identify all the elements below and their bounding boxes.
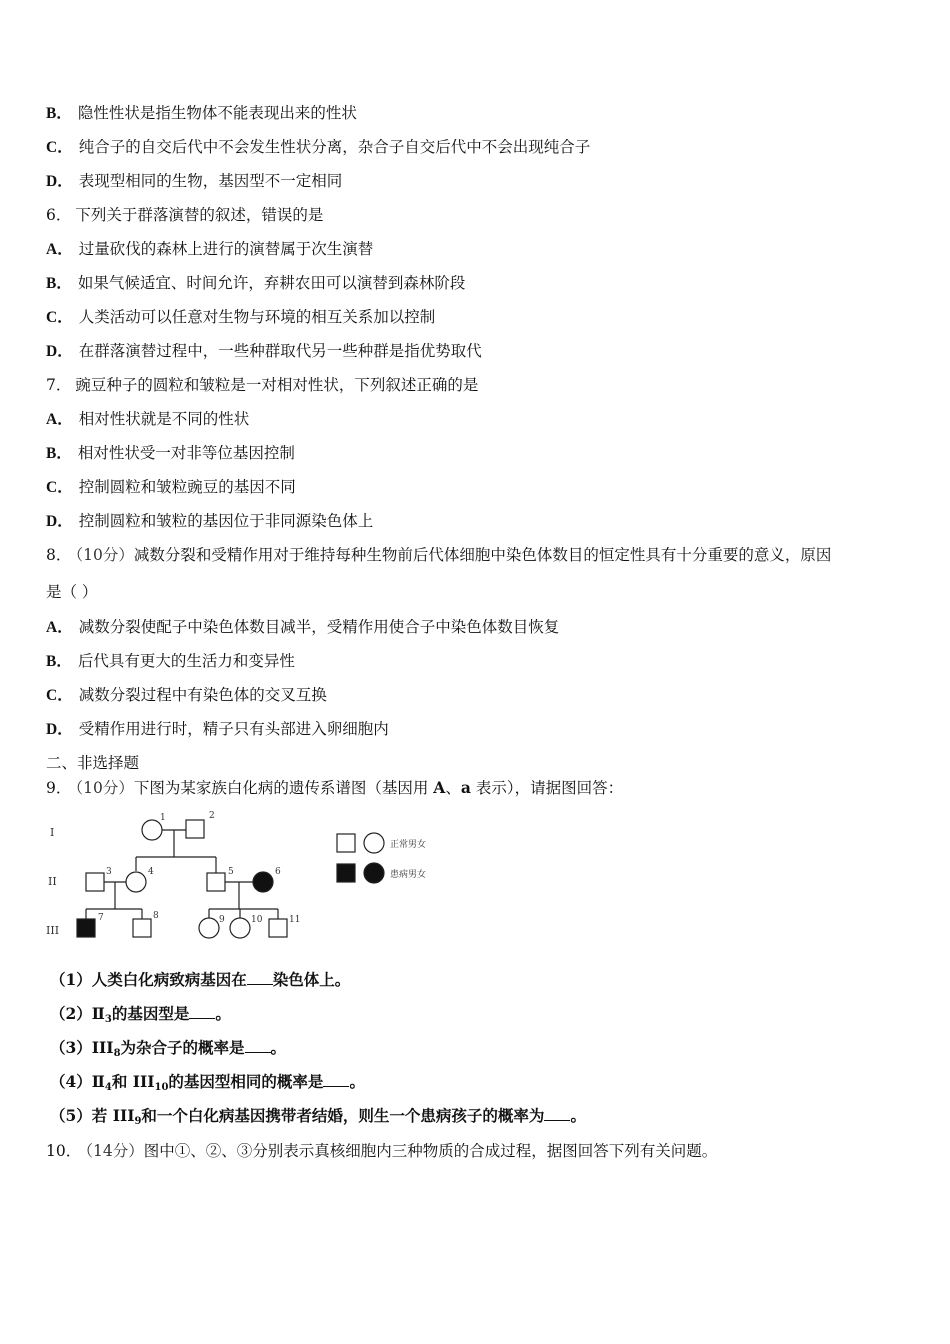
subquestion-text: 染色体上。 bbox=[272, 970, 351, 989]
subscript: 9 bbox=[134, 1116, 142, 1127]
answer-blank bbox=[189, 1004, 215, 1019]
question-10-stem bbox=[46, 1141, 717, 1161]
q6-option-a bbox=[46, 239, 373, 260]
subquestion-text: 。 bbox=[215, 1004, 231, 1023]
individual-9-female bbox=[199, 918, 219, 938]
individual-1-female bbox=[142, 820, 162, 840]
question-text: 图中①、②、③分别表示真核细胞内三种物质的合成过程，据图回答下列有关问题。 bbox=[143, 1142, 718, 1160]
generation-label: III bbox=[46, 924, 60, 937]
question-score: （10分） bbox=[75, 779, 134, 797]
option-label: C． bbox=[46, 687, 73, 704]
question-number: 9． bbox=[46, 779, 72, 797]
individual-8-male bbox=[133, 919, 151, 937]
section-heading bbox=[46, 753, 139, 773]
question-7-stem bbox=[46, 375, 478, 395]
subquestion-text: 和一个白化病基因携带者结婚，则生一个患病孩子的概率为 bbox=[141, 1106, 545, 1125]
answer-blank bbox=[247, 970, 273, 985]
individual-3-male bbox=[86, 873, 104, 891]
individual-number: 4 bbox=[148, 867, 154, 877]
q5-option-d bbox=[46, 171, 342, 192]
option-text: 在群落演替过程中，一些种群取代另一些种群是指优势取代 bbox=[78, 342, 482, 360]
subquestion-text: 的基因型相同的概率是 bbox=[168, 1072, 324, 1091]
question-8-stem-continued bbox=[46, 582, 97, 602]
option-label: D． bbox=[46, 173, 73, 190]
gene-symbol: A bbox=[433, 778, 446, 797]
subquestion-text: （3） bbox=[50, 1038, 92, 1057]
subquestion-text: 。 bbox=[270, 1038, 287, 1057]
subscript: 3 bbox=[104, 1014, 112, 1025]
option-text: 表现型相同的生物，基因型不一定相同 bbox=[78, 172, 343, 190]
option-label: D． bbox=[46, 343, 73, 360]
q5-option-c bbox=[46, 137, 590, 158]
option-text: 如果气候适宜、时间允许，弃耕农田可以演替到森林阶段 bbox=[77, 274, 466, 292]
option-text: 后代具有更大的生活力和变异性 bbox=[77, 652, 295, 670]
q9-subquestion-4 bbox=[50, 1072, 365, 1098]
question-text: 减数分裂和受精作用对于维持每种生物前后代体细胞中染色体数目的恒定性具有十分重要的意义，原因 bbox=[133, 546, 832, 564]
option-text: 控制圆粒和皱粒的基因位于非同源染色体上 bbox=[78, 512, 374, 530]
individual-number: 3 bbox=[106, 867, 112, 877]
generation-numeral: III bbox=[91, 1038, 114, 1057]
q7-option-d bbox=[46, 511, 373, 532]
individual-5-male bbox=[207, 873, 225, 891]
legend-affected-label: 患病男女 bbox=[390, 870, 427, 880]
q9-subquestion-1 bbox=[50, 970, 350, 990]
answer-blank bbox=[544, 1106, 570, 1121]
option-label: D． bbox=[46, 721, 73, 738]
option-text: 控制圆粒和皱粒豌豆的基因不同 bbox=[78, 478, 296, 496]
q8-option-d bbox=[46, 719, 389, 740]
individual-2-male bbox=[186, 820, 204, 838]
option-label: D． bbox=[46, 513, 73, 530]
q7-option-c bbox=[46, 477, 296, 498]
q6-option-b bbox=[46, 273, 465, 294]
individual-number: 7 bbox=[98, 913, 104, 923]
q8-option-a bbox=[46, 617, 559, 638]
option-text: 减数分裂过程中有染色体的交叉互换 bbox=[78, 686, 327, 704]
subscript: 10 bbox=[154, 1082, 169, 1093]
legend-affected-male bbox=[337, 864, 355, 882]
option-text: 过量砍伐的森林上进行的演替属于次生演替 bbox=[78, 240, 374, 258]
subscript: 4 bbox=[104, 1082, 112, 1093]
individual-number: 8 bbox=[153, 911, 159, 921]
question-text: 豌豆种子的圆粒和皱粒是一对相对性状，下列叙述正确的是 bbox=[75, 376, 479, 394]
question-score: （14分） bbox=[85, 1142, 144, 1160]
generation-numeral: III bbox=[112, 1106, 135, 1125]
legend-normal-male bbox=[337, 834, 355, 852]
individual-11-male bbox=[269, 919, 287, 937]
question-text: 、 bbox=[445, 779, 461, 797]
question-8-stem bbox=[46, 545, 831, 565]
option-label: B． bbox=[46, 275, 72, 292]
individual-7-male-affected bbox=[77, 919, 95, 937]
question-6-stem bbox=[46, 205, 323, 225]
subquestion-text: 的基因型是 bbox=[111, 1004, 190, 1023]
gene-symbol: a bbox=[460, 778, 471, 797]
question-number: 8． bbox=[46, 546, 72, 564]
question-9-stem bbox=[46, 778, 623, 798]
question-text: 表示），请据图回答： bbox=[470, 779, 624, 797]
q7-option-b bbox=[46, 443, 295, 464]
q6-option-d bbox=[46, 341, 482, 362]
generation-numeral: III bbox=[132, 1072, 155, 1091]
individual-number: 1 bbox=[160, 813, 166, 823]
individual-number: 6 bbox=[275, 867, 281, 877]
pedigree-diagram bbox=[40, 810, 460, 945]
option-text: 人类活动可以任意对生物与环境的相互关系加以控制 bbox=[78, 308, 436, 326]
individual-number: 11 bbox=[289, 915, 301, 925]
question-score: （10分） bbox=[75, 546, 134, 564]
subquestion-text: 。 bbox=[349, 1072, 365, 1091]
subquestion-text: （4）Ⅱ bbox=[50, 1072, 105, 1091]
question-number: 7． bbox=[46, 376, 72, 394]
individual-number: 2 bbox=[209, 811, 215, 821]
option-label: C． bbox=[46, 479, 73, 496]
question-text: 是（ ） bbox=[46, 583, 98, 601]
option-label: A． bbox=[46, 619, 73, 636]
option-label: B． bbox=[46, 105, 72, 122]
option-text: 受精作用进行时，精子只有头部进入卵细胞内 bbox=[78, 720, 389, 738]
q6-option-c bbox=[46, 307, 435, 328]
individual-number: 10 bbox=[251, 915, 263, 925]
individual-number: 5 bbox=[228, 867, 234, 877]
legend-normal-female bbox=[364, 833, 384, 853]
option-text: 相对性状受一对非等位基因控制 bbox=[77, 444, 295, 462]
option-label: A． bbox=[46, 411, 73, 428]
individual-number: 9 bbox=[219, 915, 225, 925]
answer-blank bbox=[245, 1038, 271, 1053]
q8-option-b bbox=[46, 651, 295, 672]
question-number: 10． bbox=[46, 1142, 82, 1160]
subquestion-text: （2）Ⅱ bbox=[50, 1004, 105, 1023]
subquestion-text: （5）若 bbox=[50, 1106, 113, 1125]
subquestion-text: 。 bbox=[570, 1106, 586, 1125]
subquestion-text: 和 bbox=[111, 1072, 133, 1091]
q8-option-c bbox=[46, 685, 327, 706]
generation-label: I bbox=[50, 826, 55, 839]
option-label: C． bbox=[46, 309, 73, 326]
question-number: 6． bbox=[46, 206, 72, 224]
option-text: 相对性状就是不同的性状 bbox=[78, 410, 250, 428]
option-label: B． bbox=[46, 445, 72, 462]
option-label: A． bbox=[46, 241, 73, 258]
q9-subquestion-2 bbox=[50, 1004, 231, 1030]
q7-option-a bbox=[46, 409, 249, 430]
section-title: 二、非选择题 bbox=[46, 754, 140, 772]
generation-label: II bbox=[48, 875, 57, 888]
answer-blank bbox=[323, 1072, 349, 1087]
individual-4-female bbox=[126, 872, 146, 892]
q9-subquestion-3 bbox=[50, 1038, 286, 1064]
option-text: 减数分裂使配子中染色体数目减半，受精作用使合子中染色体数目恢复 bbox=[78, 618, 560, 636]
q5-option-b bbox=[46, 103, 357, 124]
subquestion-text: （1）人类白化病致病基因在 bbox=[50, 970, 247, 989]
question-text: 下列关于群落演替的叙述，错误的是 bbox=[75, 206, 324, 224]
option-label: C． bbox=[46, 139, 73, 156]
question-text: 下图为某家族白化病的遗传系谱图（基因用 bbox=[133, 779, 434, 797]
subscript: 8 bbox=[113, 1048, 121, 1059]
option-label: B． bbox=[46, 653, 72, 670]
q9-subquestion-5 bbox=[50, 1106, 586, 1132]
individual-6-female-affected bbox=[253, 872, 273, 892]
legend-affected-female bbox=[364, 863, 384, 883]
individual-10-female bbox=[230, 918, 250, 938]
option-text: 纯合子的自交后代中不会发生性状分离，杂合子自交后代中不会出现纯合子 bbox=[78, 138, 591, 156]
option-text: 隐性性状是指生物体不能表现出来的性状 bbox=[77, 104, 357, 122]
legend-normal-label: 正常男女 bbox=[390, 840, 427, 850]
subquestion-text: 为杂合子的概率是 bbox=[120, 1038, 245, 1057]
